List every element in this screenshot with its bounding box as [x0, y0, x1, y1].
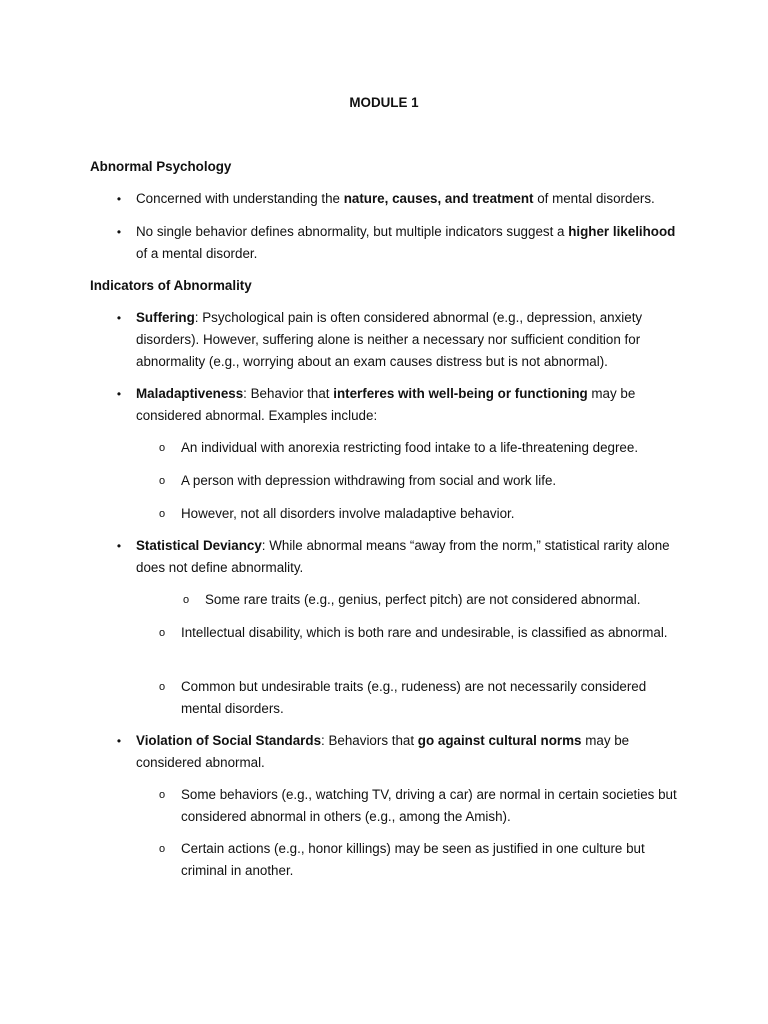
sub-list-item: A person with depression withdrawing from social and work life. [181, 473, 557, 488]
bullet-icon: • [116, 387, 122, 401]
sub-list-item: Certain actions (e.g., honor killings) may be seen as justified in one culture but criminal in another. [181, 841, 645, 878]
bullet-icon: • [116, 192, 122, 206]
list-item-social-standards: Violation of Social Standards: Behaviors that go against cultural norms may be considered abnormal. [136, 733, 630, 770]
sub-bullet-icon: o [158, 508, 166, 520]
bullet-icon: • [116, 734, 122, 748]
sub-bullet-icon: o [158, 475, 166, 487]
sub-bullet-icon: o [158, 843, 166, 855]
section-heading-indicators: Indicators of Abnormality [90, 278, 252, 293]
sub-list-item: Some rare traits (e.g., genius, perfect pitch) are not considered abnormal. [205, 592, 641, 607]
list-item-maladaptiveness: Maladaptiveness: Behavior that interferes with well-being or functioning may be considered abnormal. Examples include: [136, 386, 636, 423]
sub-list-item: Common but undesirable traits (e.g., rudeness) are not necessarily considered mental disorders. [181, 679, 647, 716]
sub-bullet-icon: o [182, 594, 190, 606]
bullet-icon: • [116, 311, 122, 325]
sub-list-item: Intellectual disability, which is both rare and undesirable, is classified as abnormal. [181, 625, 668, 640]
list-item-statistical-deviancy: Statistical Deviancy: While abnormal means “away from the norm,” statistical rarity alone does not define abnormality. [136, 538, 670, 575]
list-item: No single behavior defines abnormality, but multiple indicators suggest a higher likelihood of a mental disorder. [136, 224, 676, 261]
sub-list-item: Some behaviors (e.g., watching TV, driving a car) are normal in certain societies but considered abnormal in others (e.g., among the Amish). [181, 787, 677, 824]
section-heading-abnormal-psychology: Abnormal Psychology [90, 159, 232, 174]
sub-bullet-icon: o [158, 789, 166, 801]
sub-bullet-icon: o [158, 681, 166, 693]
bullet-icon: • [116, 539, 122, 553]
list-item: Concerned with understanding the nature, causes, and treatment of mental disorders. [136, 191, 655, 206]
page-title: MODULE 1 [349, 95, 419, 110]
sub-bullet-icon: o [158, 627, 166, 639]
sub-bullet-icon: o [158, 442, 166, 454]
bullet-icon: • [116, 225, 122, 239]
sub-list-item: An individual with anorexia restricting food intake to a life-threatening degree. [181, 440, 639, 455]
sub-list-item: However, not all disorders involve maladaptive behavior. [181, 506, 515, 521]
list-item-suffering: Suffering: Psychological pain is often considered abnormal (e.g., depression, anxiety disorders). However, suffering alone is neither a necessary nor sufficient condition for abnormality (e.g., worrying about an exam causes distress but is not abnormal). [136, 310, 643, 369]
